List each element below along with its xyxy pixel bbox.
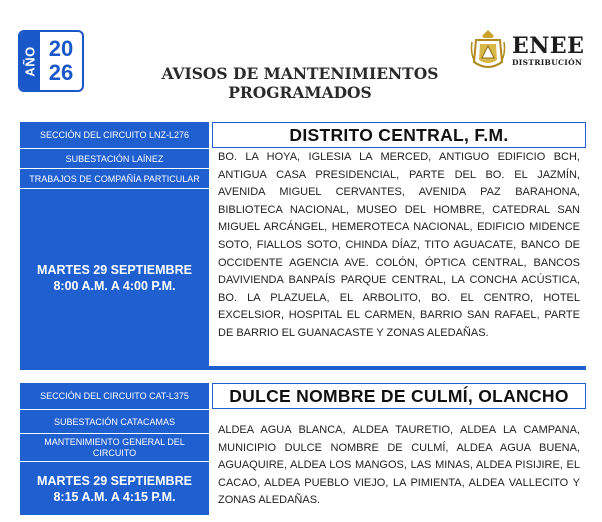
enee-logo [468, 26, 590, 76]
title-line2: PROGRAMADOS [228, 83, 372, 102]
schedule-time: 8:15 A.M. A 4:15 P.M. [53, 489, 176, 504]
year-badge [18, 30, 84, 92]
section-bottom-strip [20, 366, 586, 370]
title-line1: AVISOS DE MANTENIMIENTOS [161, 64, 439, 83]
substation-label: SUBESTACIÓN LAÍNEZ [20, 148, 209, 168]
circuit-label: SECCIÓN DEL CIRCUITO LNZ-L276 [20, 122, 209, 148]
year-bottom: 26 [48, 60, 74, 85]
schedule-date: MARTES 29 SEPTIEMBRE [37, 262, 192, 277]
affected-areas: BO. LA HOYA, IGLESIA LA MERCED, ANTIGUO EDIFICIO BCH, ANTIGUA CASA PRESIDENCIAL, PARTE DEL BO. EL JAZMÍN, AVENIDA MIGUEL CERVANTES, AVENIDA PAZ BARAHONA, BIBLIOTECA NACIONAL, MUSEO DEL HOMBRE, CATEDRAL SAN MIGUEL ARCÁNGEL, HEMEROTECA NACIONAL, EDIFICIO MIDENCE SOTO, FIALLOS SOTO, CHINDA DÍAZ, TITO AGUACATE, BANCO DE OCCIDENTE AGENCIA AVE. COLÓN, ÓPTICA CENTRAL, BANCOS DAVIVIENDA BANPAÍS PARQUE CENTRAL, LA CONCHA ACÚSTICA, BO. LA PLAZUELA, EL ARBOLITO, BO. EL CENTRO, HOTEL EXCELSIOR, HOSPITAL EL CARMEN, BARRIO SAN RAFAEL, PARTE DE BARRIO EL GUANACASTE Y ZONAS ALEDAÑAS. [218, 151, 580, 339]
circuit-label: SECCIÓN DEL CIRCUITO CAT-L375 [20, 383, 209, 409]
schedule-date: MARTES 29 SEPTIEMBRE [37, 473, 192, 488]
logo-sub: DISTRIBUCIÓN [512, 58, 583, 68]
year-label: AÑO [20, 32, 40, 90]
work-type-label: MANTENIMIENTO GENERAL DEL CIRCUITO [20, 433, 209, 461]
work-type-label: TRABAJOS DE COMPAÑÍA PARTICULAR [20, 168, 209, 188]
coat-of-arms-icon [468, 28, 508, 74]
schedule-label [20, 188, 209, 366]
location-title: DULCE NOMBRE DE CULMÍ, OLANCHO [212, 383, 586, 409]
substation-label: SUBESTACIÓN CATACAMAS [20, 409, 209, 433]
page-title [140, 64, 460, 102]
year-digits [40, 32, 82, 90]
location-title: DISTRITO CENTRAL, F.M. [212, 122, 586, 148]
year-top: 20 [48, 36, 74, 61]
schedule-label [20, 461, 209, 515]
affected-areas: ALDEA AGUA BLANCA, ALDEA TAURETIO, ALDEA LA CAMPANA, MUNICIPIO DULCE NOMBRE DE CULMÍ, ALDEA AGUA BUENA, AGUAQUIRE, ALDEA LOS MANGOS, LAS MINAS, ALDEA PISIJIRE, EL CACAO, ALDEA PUEBLO VIEJO, LA PIMIENTA, ALDEA VALLECITO Y ZONAS ALEDAÑAS. [218, 424, 580, 507]
logo-name: ENEE [512, 33, 585, 60]
schedule-time: 8:00 A.M. A 4:00 P.M. [53, 278, 176, 293]
